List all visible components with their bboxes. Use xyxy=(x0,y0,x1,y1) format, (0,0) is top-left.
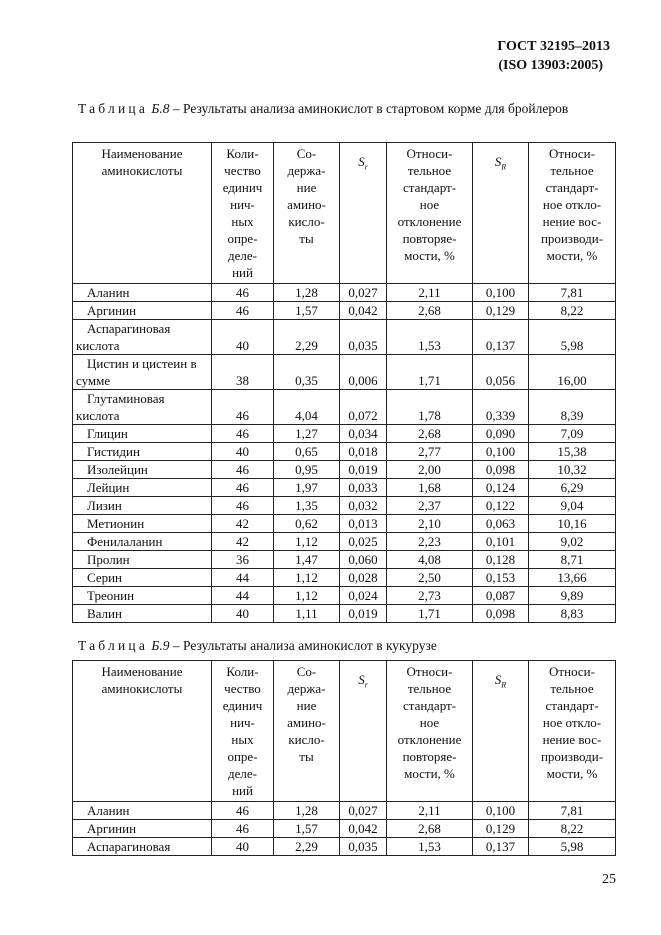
cell-name: Аспарагиновая xyxy=(73,838,212,856)
cell-name: Цистин и цистеин в сумме xyxy=(73,355,212,390)
table-row xyxy=(73,479,616,497)
cell-count: 40 xyxy=(212,443,274,461)
sR-subscript: R xyxy=(501,162,507,172)
table-row xyxy=(73,533,616,551)
cell-rsdr: 2,77 xyxy=(387,443,473,461)
table-row xyxy=(73,497,616,515)
cell-sR: 0,129 xyxy=(473,302,529,320)
cell-rsdr: 1,71 xyxy=(387,355,473,390)
cell-sR: 0,090 xyxy=(473,425,529,443)
table-b8-caption xyxy=(78,100,624,117)
caption-number: Б.9 xyxy=(151,638,170,653)
cell-sr: 0,027 xyxy=(340,284,387,302)
cell-content: 0,65 xyxy=(274,443,340,461)
iso-reference: (ISO 13903:2005) xyxy=(498,58,603,73)
cell-sR: 0,137 xyxy=(473,320,529,355)
cell-sr: 0,027 xyxy=(340,802,387,820)
cell-name: Пролин xyxy=(73,551,212,569)
cell-rsdr: 2,37 xyxy=(387,497,473,515)
cell-count: 46 xyxy=(212,497,274,515)
cell-sr: 0,019 xyxy=(340,605,387,623)
table-b9-caption xyxy=(78,637,437,654)
page-number: 25 xyxy=(602,872,616,887)
cell-sR: 0,100 xyxy=(473,284,529,302)
sR-subscript: R xyxy=(501,680,507,690)
cell-count: 42 xyxy=(212,533,274,551)
cell-rsdR: 6,29 xyxy=(529,479,616,497)
cell-name: Аланин xyxy=(73,802,212,820)
sr-symbol: S xyxy=(358,154,365,169)
table-row xyxy=(73,569,616,587)
cell-content: 1,28 xyxy=(274,802,340,820)
cell-rsdR: 8,71 xyxy=(529,551,616,569)
cell-sr: 0,035 xyxy=(340,320,387,355)
col-header-name: Наименование аминокислоты xyxy=(73,143,212,284)
cell-rsdR: 5,98 xyxy=(529,320,616,355)
cell-content: 1,57 xyxy=(274,820,340,838)
sr-symbol: S xyxy=(358,672,365,687)
cell-rsdr: 1,71 xyxy=(387,605,473,623)
cell-sr: 0,025 xyxy=(340,533,387,551)
sR-symbol: S xyxy=(494,672,502,687)
cell-sR: 0,339 xyxy=(473,390,529,425)
cell-sr: 0,006 xyxy=(340,355,387,390)
col-header-count: Коли- чество единич нич- ных опре- деле- ний xyxy=(212,143,274,284)
table-row xyxy=(73,443,616,461)
cell-rsdR: 13,66 xyxy=(529,569,616,587)
cell-rsdR: 8,39 xyxy=(529,390,616,425)
table-row xyxy=(73,355,616,390)
cell-name: Аланин xyxy=(73,284,212,302)
cell-count: 46 xyxy=(212,479,274,497)
cell-rsdr: 4,08 xyxy=(387,551,473,569)
cell-count: 40 xyxy=(212,605,274,623)
cell-rsdr: 2,68 xyxy=(387,302,473,320)
cell-count: 40 xyxy=(212,320,274,355)
cell-content: 2,29 xyxy=(274,320,340,355)
col-header-rsd-repeatability: Относи- тельное стандарт- ное отклонение повторяе- мости, % xyxy=(387,661,473,802)
cell-content: 1,11 xyxy=(274,605,340,623)
col-header-sR xyxy=(473,661,529,802)
cell-content: 1,97 xyxy=(274,479,340,497)
cell-name: Гистидин xyxy=(73,443,212,461)
cell-sr: 0,018 xyxy=(340,443,387,461)
cell-rsdR: 7,81 xyxy=(529,284,616,302)
cell-sr: 0,034 xyxy=(340,425,387,443)
cell-sr: 0,013 xyxy=(340,515,387,533)
cell-content: 4,04 xyxy=(274,390,340,425)
cell-content: 2,29 xyxy=(274,838,340,856)
cell-content: 1,35 xyxy=(274,497,340,515)
caption-number: Б.8 xyxy=(151,101,170,116)
cell-sr: 0,028 xyxy=(340,569,387,587)
cell-sr: 0,024 xyxy=(340,587,387,605)
cell-sR: 0,098 xyxy=(473,605,529,623)
cell-sR: 0,153 xyxy=(473,569,529,587)
cell-count: 42 xyxy=(212,515,274,533)
cell-sr: 0,035 xyxy=(340,838,387,856)
cell-name: Аспарагиновая кислота xyxy=(73,320,212,355)
cell-content: 1,12 xyxy=(274,569,340,587)
col-header-name: Наименование аминокислоты xyxy=(73,661,212,802)
cell-sr: 0,042 xyxy=(340,820,387,838)
cell-count: 46 xyxy=(212,284,274,302)
cell-content: 0,35 xyxy=(274,355,340,390)
cell-content: 1,12 xyxy=(274,587,340,605)
cell-rsdr: 2,11 xyxy=(387,284,473,302)
cell-name: Глицин xyxy=(73,425,212,443)
table-b8 xyxy=(72,142,616,623)
cell-name: Лейцин xyxy=(73,479,212,497)
cell-sr: 0,032 xyxy=(340,497,387,515)
caption-word: Таблица xyxy=(78,638,149,653)
sR-symbol: S xyxy=(494,154,502,169)
table-row xyxy=(73,461,616,479)
cell-sR: 0,122 xyxy=(473,497,529,515)
cell-content: 0,62 xyxy=(274,515,340,533)
cell-content: 1,57 xyxy=(274,302,340,320)
table-row xyxy=(73,605,616,623)
cell-rsdr: 2,10 xyxy=(387,515,473,533)
cell-count: 44 xyxy=(212,587,274,605)
cell-name: Метионин xyxy=(73,515,212,533)
cell-sr: 0,042 xyxy=(340,302,387,320)
col-header-rsd-reproducibility: Относи- тельное стандарт- ное откло- нение вос- производи- мости, % xyxy=(529,661,616,802)
cell-count: 40 xyxy=(212,838,274,856)
table-row xyxy=(73,320,616,355)
table-row xyxy=(73,390,616,425)
cell-name: Фенилаланин xyxy=(73,533,212,551)
cell-sR: 0,137 xyxy=(473,838,529,856)
table-row xyxy=(73,425,616,443)
cell-rsdr: 2,68 xyxy=(387,820,473,838)
document-code: ГОСТ 32195–2013 xyxy=(497,39,610,54)
cell-sR: 0,129 xyxy=(473,820,529,838)
table-row xyxy=(73,284,616,302)
cell-sR: 0,101 xyxy=(473,533,529,551)
sr-subscript: r xyxy=(364,162,368,172)
cell-content: 0,95 xyxy=(274,461,340,479)
col-header-sr xyxy=(340,143,387,284)
col-header-content: Со- держа- ние амино- кисло- ты xyxy=(274,143,340,284)
cell-rsdR: 7,81 xyxy=(529,802,616,820)
cell-count: 36 xyxy=(212,551,274,569)
table-row xyxy=(73,551,616,569)
cell-rsdr: 2,50 xyxy=(387,569,473,587)
col-header-sr xyxy=(340,661,387,802)
cell-rsdR: 8,22 xyxy=(529,302,616,320)
cell-rsdR: 8,22 xyxy=(529,820,616,838)
cell-sr: 0,072 xyxy=(340,390,387,425)
col-header-rsd-repeatability: Относи- тельное стандарт- ное отклонение повторяе- мости, % xyxy=(387,143,473,284)
cell-name: Серин xyxy=(73,569,212,587)
cell-sr: 0,060 xyxy=(340,551,387,569)
cell-rsdR: 9,04 xyxy=(529,497,616,515)
table-row xyxy=(73,515,616,533)
cell-rsdr: 2,68 xyxy=(387,425,473,443)
table-row xyxy=(73,587,616,605)
cell-content: 1,28 xyxy=(274,284,340,302)
cell-sr: 0,033 xyxy=(340,479,387,497)
cell-rsdr: 2,00 xyxy=(387,461,473,479)
cell-rsdR: 16,00 xyxy=(529,355,616,390)
cell-rsdR: 9,89 xyxy=(529,587,616,605)
table-b9 xyxy=(72,660,616,856)
cell-rsdR: 10,32 xyxy=(529,461,616,479)
cell-sR: 0,098 xyxy=(473,461,529,479)
col-header-sR xyxy=(473,143,529,284)
cell-content: 1,27 xyxy=(274,425,340,443)
cell-rsdR: 9,02 xyxy=(529,533,616,551)
cell-content: 1,12 xyxy=(274,533,340,551)
cell-rsdr: 1,53 xyxy=(387,838,473,856)
cell-count: 46 xyxy=(212,302,274,320)
col-header-content: Со- держа- ние амино- кисло- ты xyxy=(274,661,340,802)
cell-rsdr: 1,78 xyxy=(387,390,473,425)
cell-name: Треонин xyxy=(73,587,212,605)
table-row xyxy=(73,802,616,820)
cell-name: Изолейцин xyxy=(73,461,212,479)
cell-rsdR: 5,98 xyxy=(529,838,616,856)
cell-count: 46 xyxy=(212,820,274,838)
cell-sR: 0,100 xyxy=(473,802,529,820)
cell-rsdR: 7,09 xyxy=(529,425,616,443)
cell-sR: 0,128 xyxy=(473,551,529,569)
cell-sR: 0,124 xyxy=(473,479,529,497)
cell-name: Аргинин xyxy=(73,820,212,838)
table-header-row xyxy=(73,143,616,284)
cell-count: 46 xyxy=(212,390,274,425)
cell-count: 46 xyxy=(212,425,274,443)
caption-text: – Результаты анализа аминокислот в кукурузе xyxy=(169,638,437,653)
cell-count: 46 xyxy=(212,461,274,479)
cell-rsdR: 10,16 xyxy=(529,515,616,533)
cell-rsdr: 2,23 xyxy=(387,533,473,551)
cell-content: 1,47 xyxy=(274,551,340,569)
cell-sR: 0,063 xyxy=(473,515,529,533)
cell-count: 46 xyxy=(212,802,274,820)
cell-name: Валин xyxy=(73,605,212,623)
cell-sr: 0,019 xyxy=(340,461,387,479)
cell-sR: 0,056 xyxy=(473,355,529,390)
cell-name: Глутаминовая кислота xyxy=(73,390,212,425)
cell-count: 44 xyxy=(212,569,274,587)
cell-rsdR: 8,83 xyxy=(529,605,616,623)
cell-rsdr: 2,73 xyxy=(387,587,473,605)
cell-rsdr: 2,11 xyxy=(387,802,473,820)
caption-word: Таблица xyxy=(78,101,149,116)
sr-subscript: r xyxy=(364,680,368,690)
col-header-rsd-reproducibility: Относи- тельное стандарт- ное откло- нение вос- производи- мости, % xyxy=(529,143,616,284)
cell-name: Лизин xyxy=(73,497,212,515)
cell-rsdr: 1,53 xyxy=(387,320,473,355)
table-row xyxy=(73,302,616,320)
cell-sR: 0,100 xyxy=(473,443,529,461)
table-header-row xyxy=(73,661,616,802)
table-row xyxy=(73,820,616,838)
caption-text: – Результаты анализа аминокислот в стартовом корме для бройлеров xyxy=(169,101,569,116)
cell-count: 38 xyxy=(212,355,274,390)
col-header-count: Коли- чество единич нич- ных опре- деле- ний xyxy=(212,661,274,802)
cell-rsdR: 15,38 xyxy=(529,443,616,461)
cell-name: Аргинин xyxy=(73,302,212,320)
table-row xyxy=(73,838,616,856)
cell-sR: 0,087 xyxy=(473,587,529,605)
cell-rsdr: 1,68 xyxy=(387,479,473,497)
